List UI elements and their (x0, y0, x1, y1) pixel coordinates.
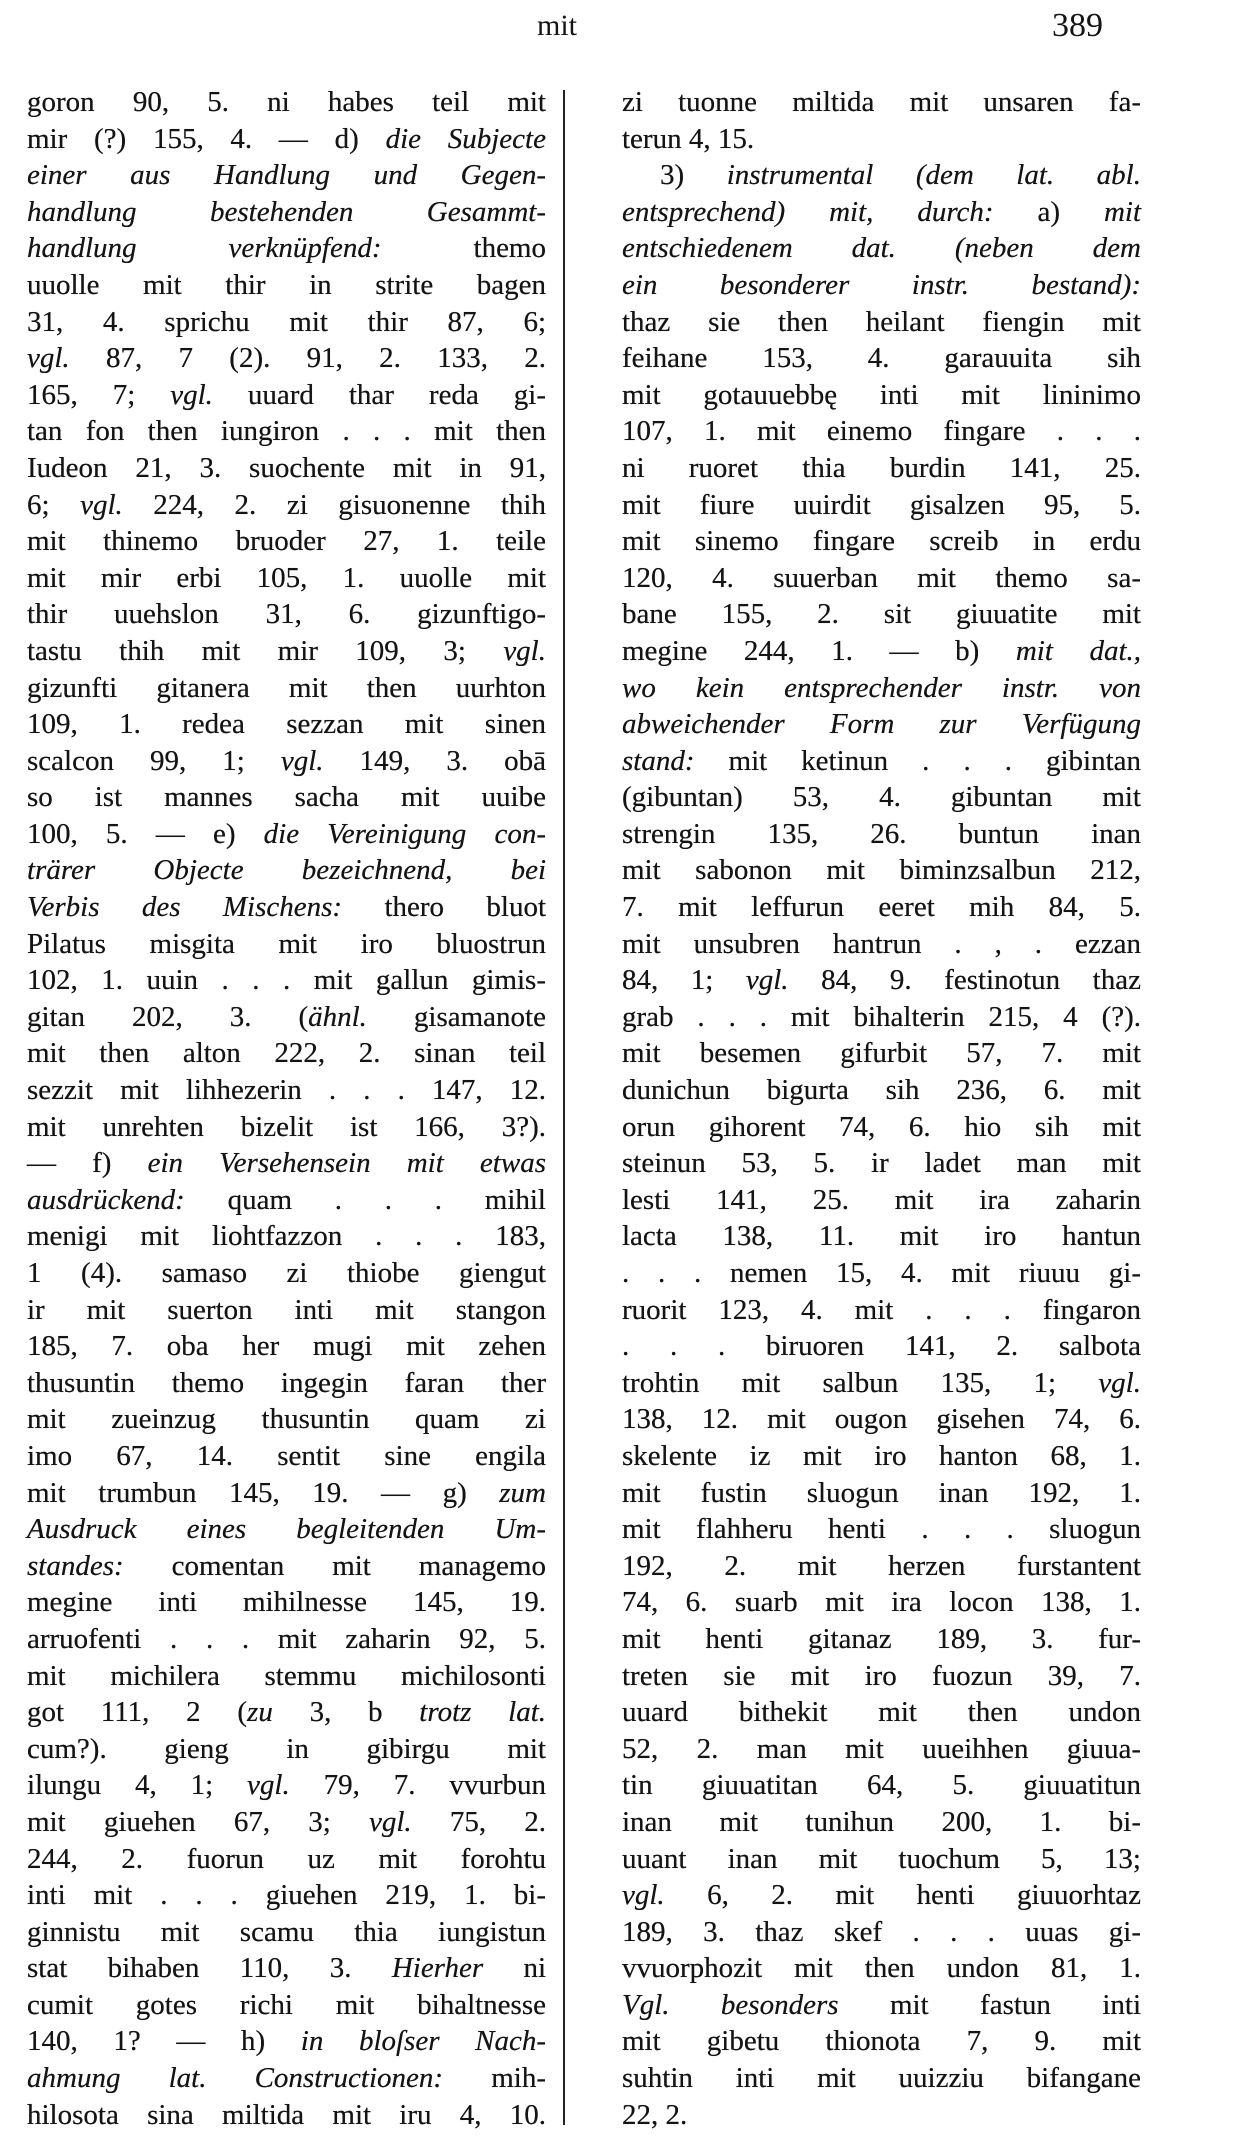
text-segment: vvuorphozit mit then undon 81, 1. (622, 1952, 1141, 1985)
italic-text: vgl. (368, 1805, 412, 1838)
italic-text: vgl. (170, 378, 213, 411)
text-segment: menigi mit liohtfazzon . . . 183, (27, 1220, 546, 1253)
italic-text: in bloſser Nach- (300, 2025, 546, 2058)
text-line (27, 1511, 546, 1548)
left-column (27, 84, 546, 2133)
text-segment: megine 244, 1. — b) (622, 634, 1016, 667)
text-line (27, 157, 546, 194)
italic-text: ahmung lat. Constructionen: (27, 2062, 444, 2095)
page-number: 389 (1052, 7, 1103, 44)
text-segment: stat bihaben 110, 3. (27, 1952, 392, 1985)
italic-text: vgl. (745, 964, 789, 997)
text-line (27, 487, 546, 524)
text-segment: comentan mit managemo (123, 1549, 546, 1582)
text-line (27, 450, 546, 487)
text-line (27, 523, 546, 560)
text-segment: uuant inan mit tuochum 5, 13; (622, 1842, 1141, 1875)
text-segment: 84, 1; (622, 964, 746, 997)
text-segment: cum?). gieng in gibirgu mit (27, 1732, 546, 1765)
italic-text: vgl. (247, 1769, 290, 1802)
text-segment: imo 67, 14. sentit sine engila (27, 1439, 546, 1472)
text-line (27, 1950, 546, 1987)
text-line (27, 560, 546, 597)
text-line (622, 340, 1141, 377)
text-segment: inan mit tunihun 200, 1. bi- (622, 1805, 1141, 1838)
text-segment: lacta 138, 11. mit iro hantun (622, 1220, 1141, 1253)
text-segment: 22, 2. (622, 2098, 688, 2131)
italic-text: ein besonderer instr. bestand): (622, 268, 1141, 301)
text-segment: ir mit suerton inti mit stangon (27, 1293, 546, 1326)
text-segment: mit sabonon mit biminzsalbun 212, (622, 854, 1141, 887)
text-segment: mit thinemo bruoder 27, 1. teile (27, 525, 546, 558)
text-segment: 79, 7. vvurbun (289, 1769, 546, 1802)
text-line (27, 1438, 546, 1475)
text-line (27, 413, 546, 450)
text-line (27, 2023, 546, 2060)
text-segment: 6; (27, 488, 81, 521)
text-line (622, 1877, 1141, 1914)
text-segment: mir (?) 155, 4. — d) (27, 122, 386, 155)
text-line (622, 926, 1141, 963)
text-line (622, 1292, 1141, 1329)
italic-text: Verbis des Mischens: (27, 891, 343, 924)
text-line (27, 706, 546, 743)
text-segment: (gibuntan) 53, 4. gibuntan mit (622, 781, 1141, 814)
italic-text: handlung bestehenden Gesammt- (27, 195, 546, 228)
text-line (27, 1109, 546, 1146)
italic-text: handlung verknüpfend: (27, 232, 382, 265)
text-line (622, 1731, 1141, 1768)
text-line (622, 1365, 1141, 1402)
italic-text: mit (1103, 195, 1141, 228)
text-line (622, 670, 1141, 707)
text-line (622, 1584, 1141, 1621)
text-line (622, 1804, 1141, 1841)
text-line (622, 1328, 1141, 1365)
italic-text: ein Versehensein mit etwas (147, 1147, 546, 1180)
text-segment: Iudeon 21, 3. suochente mit in 91, (27, 451, 546, 484)
italic-text: Hierher (391, 1952, 484, 1985)
text-line (27, 121, 546, 158)
text-line (622, 1511, 1141, 1548)
text-segment: tan fon then iungiron . . . mit then (27, 415, 546, 448)
text-segment: Pilatus misgita mit iro bluostrun (27, 927, 546, 960)
text-line (27, 1072, 546, 1109)
text-segment: 1 (4). samaso zi thiobe giengut (27, 1257, 546, 1289)
text-line (622, 596, 1141, 633)
text-line (27, 779, 546, 816)
text-segment: 224, 2. zi gisuonenne thih (122, 488, 546, 521)
text-line (622, 230, 1141, 267)
italic-text: mit dat., (1015, 634, 1142, 667)
text-segment: mit zueinzug thusuntin quam zi (27, 1403, 546, 1436)
text-line (622, 962, 1141, 999)
text-segment: quam . . . mihil (184, 1183, 546, 1216)
italic-text: abweichender Form zur Verfügung (622, 708, 1141, 741)
text-segment: 165, 7; (27, 378, 171, 411)
text-segment: steinun 53, 5. ir ladet man mit (622, 1147, 1141, 1180)
text-segment: 6, 2. mit henti giuuorhtaz (664, 1879, 1141, 1912)
text-segment: feihane 153, 4. garauuita sih (622, 342, 1141, 375)
text-segment: mit fastun inti (838, 1988, 1142, 2021)
text-line (27, 1621, 546, 1658)
text-segment: bane 155, 2. sit giuuatite mit (622, 598, 1141, 631)
italic-text: vgl. (80, 488, 123, 521)
italic-text: Vgl. besonders (622, 1988, 839, 2021)
running-headword: mit (537, 9, 578, 42)
text-line (27, 267, 546, 304)
text-segment: 120, 4. suuerban mit themo sa- (622, 561, 1141, 594)
text-segment: 192, 2. mit herzen furstantent (622, 1549, 1141, 1582)
text-segment: thaz sie then heilant fiengin mit (622, 305, 1141, 338)
italic-text: trotz lat. (419, 1696, 547, 1729)
text-line (622, 1914, 1141, 1951)
text-line (622, 267, 1141, 304)
text-segment: trohtin mit salbun 135, 1; (622, 1366, 1099, 1399)
text-line (622, 1548, 1141, 1585)
text-segment: mih- (443, 2062, 546, 2095)
italic-text: die Subjecte (385, 122, 546, 155)
text-line (27, 633, 546, 670)
text-line (27, 1218, 546, 1255)
text-line (27, 999, 546, 1036)
text-segment: 107, 1. mit einemo fingare . . . (622, 415, 1141, 448)
text-segment: zi tuonne miltida mit unsaren fa- (622, 86, 1141, 118)
text-line (27, 962, 546, 999)
text-segment: suhtin inti mit uuizziu bifangane (622, 2062, 1141, 2095)
text-segment: 100, 5. — e) (27, 817, 264, 850)
italic-text: vgl. (280, 744, 324, 777)
text-line (622, 2023, 1141, 2060)
text-line (27, 1767, 546, 1804)
text-segment: uuard thar reda gi- (212, 378, 546, 411)
italic-text: zu (247, 1696, 273, 1729)
text-line (27, 596, 546, 633)
text-segment: 138, 12. mit ougon gisehen 74, 6. (622, 1403, 1141, 1436)
text-segment: mit henti gitanaz 189, 3. fur- (622, 1622, 1141, 1655)
text-segment: mit fustin sluogun inan 192, 1. (622, 1476, 1141, 1509)
text-line (27, 1255, 546, 1292)
text-segment: mit gotauuebbę inti mit lininimo (622, 378, 1141, 411)
text-line (622, 2060, 1141, 2097)
text-line (27, 1401, 546, 1438)
text-segment: gisamanote (366, 1000, 546, 1033)
text-segment: tin giuuatitan 64, 5. giuuatitun (622, 1769, 1141, 1802)
italic-text: vgl. (27, 342, 70, 375)
text-line (622, 560, 1141, 597)
text-segment: hilosota sina miltida mit iru 4, 10. (27, 2098, 546, 2131)
text-segment: arruofenti . . . mit zaharin 92, 5. (27, 1622, 546, 1655)
text-line (622, 2097, 1141, 2134)
italic-text: ähnl. (308, 1000, 367, 1033)
text-line (622, 743, 1141, 780)
text-line (622, 1182, 1141, 1219)
text-line (622, 84, 1141, 121)
text-line (622, 1767, 1141, 1804)
text-segment: gitan 202, 3. ( (27, 1000, 309, 1033)
text-segment: mit unrehten bizelit ist 166, 3?). (27, 1110, 546, 1143)
text-line (27, 1841, 546, 1878)
text-segment: orun gihorent 74, 6. hio sih mit (622, 1110, 1141, 1143)
italic-text: wo kein entsprechender instr. von (622, 671, 1141, 704)
text-segment: 109, 1. redea sezzan mit sinen (27, 708, 546, 741)
text-segment: treten sie mit iro fuozun 39, 7. (622, 1659, 1141, 1692)
text-line (27, 1658, 546, 1695)
text-line (622, 413, 1141, 450)
text-line (27, 1292, 546, 1329)
text-line (622, 1145, 1141, 1182)
text-segment: 149, 3. obā (323, 744, 547, 777)
text-segment: dunichun bigurta sih 236, 6. mit (622, 1074, 1141, 1107)
text-line (622, 1072, 1141, 1109)
text-line (27, 1548, 546, 1585)
text-segment: themo (381, 232, 546, 265)
text-line (27, 743, 546, 780)
text-line (622, 523, 1141, 560)
text-line (622, 194, 1141, 231)
text-segment: ilungu 4, 1; (27, 1769, 248, 1802)
italic-text: standes: (27, 1549, 124, 1582)
text-segment: 87, 7 (2). 91, 2. 133, 2. (69, 342, 546, 375)
text-segment: mit gibetu thionota 7, 9. mit (622, 2025, 1141, 2058)
text-line (27, 1584, 546, 1621)
text-segment: goron 90, 5. ni habes teil mit (27, 86, 546, 118)
text-segment: 189, 3. thaz skef . . . uuas gi- (622, 1915, 1141, 1948)
italic-text: Ausdruck eines begleitenden Um- (27, 1513, 546, 1546)
text-line (622, 1950, 1141, 1987)
text-line (27, 670, 546, 707)
text-segment: 244, 2. fuorun uz mit forohtu (27, 1842, 546, 1875)
text-line (622, 377, 1141, 414)
text-line (27, 852, 546, 889)
text-segment: mit giuehen 67, 3; (27, 1805, 369, 1838)
text-line (27, 1145, 546, 1182)
text-segment: uuolle mit thir in strite bagen (27, 268, 546, 301)
text-line (27, 2097, 546, 2134)
text-line (622, 1658, 1141, 1695)
italic-text: vgl. (1098, 1366, 1141, 1399)
text-segment: ni (483, 1952, 546, 1985)
text-segment: strengin 135, 26. buntun inan (622, 817, 1141, 850)
text-segment: 31, 4. sprichu mit thir 87, 6; (27, 305, 546, 338)
text-segment: mit sinemo fingare screib in erdu (622, 525, 1141, 558)
text-segment: mit fiure uuirdit gisalzen 95, 5. (622, 488, 1141, 521)
text-line (27, 84, 546, 121)
text-line (622, 1109, 1141, 1146)
text-line (622, 779, 1141, 816)
text-line (622, 304, 1141, 341)
italic-text: vgl. (503, 634, 546, 667)
text-line (622, 633, 1141, 670)
italic-text: vgl. (622, 1879, 665, 1912)
text-segment: 3) (660, 159, 727, 192)
text-segment: 75, 2. (411, 1805, 546, 1838)
text-line (27, 1987, 546, 2024)
text-line (27, 1877, 546, 1914)
text-line (622, 487, 1141, 524)
text-segment: thusuntin themo ingegin faran ther (27, 1366, 546, 1399)
text-segment: 84, 9. festinotun thaz (788, 964, 1141, 997)
text-segment: ginnistu mit scamu thia iungistun (27, 1915, 546, 1948)
text-line (27, 1328, 546, 1365)
text-line (622, 1035, 1141, 1072)
text-line (622, 816, 1141, 853)
right-column (622, 84, 1141, 2133)
italic-text: die Vereinigung con- (263, 817, 546, 850)
text-segment: so ist mannes sacha mit uuibe (27, 781, 546, 814)
text-segment: 185, 7. oba her mugi mit zehen (27, 1330, 546, 1363)
italic-text: zum (499, 1476, 546, 1509)
text-line (622, 1401, 1141, 1438)
text-segment: 74, 6. suarb mit ira locon 138, 1. (622, 1586, 1141, 1619)
text-line (27, 230, 546, 267)
text-line (622, 1694, 1141, 1731)
italic-text: stand: (622, 744, 695, 777)
text-segment: gizunfti gitanera mit then uurhton (27, 671, 546, 704)
text-line (27, 1804, 546, 1841)
text-line (622, 450, 1141, 487)
text-line (27, 1694, 546, 1731)
text-segment: grab . . . mit bihalterin 215, 4 (?). (622, 1000, 1141, 1033)
text-line (27, 926, 546, 963)
italic-text: instrumental (dem lat. abl. (726, 159, 1141, 192)
text-segment: terun 4, 15. (622, 122, 755, 155)
text-line (622, 1475, 1141, 1512)
text-line (27, 1035, 546, 1072)
text-segment: uuard bithekit mit then undon (622, 1696, 1141, 1729)
text-segment: 3, b (272, 1696, 420, 1729)
italic-text: trärer Objecte bezeichnend, bei (27, 854, 546, 887)
text-segment: . . . biruoren 141, 2. salbota (622, 1330, 1141, 1363)
italic-text: entsprechend) mit, durch: (622, 195, 994, 228)
text-segment: mit then alton 222, 2. sinan teil (27, 1037, 546, 1070)
text-segment: ni ruoret thia burdin 141, 25. (622, 451, 1141, 484)
italic-text: einer aus Handlung und Gegen- (27, 159, 546, 192)
text-line (622, 999, 1141, 1036)
text-segment: megine inti mihilnesse 145, 19. (27, 1586, 546, 1619)
column-divider (563, 90, 565, 2125)
text-segment: skelente iz mit iro hanton 68, 1. (622, 1439, 1141, 1472)
text-segment: 102, 1. uuin . . . mit gallun gimis- (27, 964, 546, 997)
text-line (622, 852, 1141, 889)
text-segment: tastu thih mit mir 109, 3; (27, 634, 504, 667)
text-segment: thir uuehslon 31, 6. gizunftigo- (27, 598, 546, 631)
italic-text: ausdrückend: (27, 1183, 185, 1216)
text-line (27, 2060, 546, 2097)
text-line (27, 1365, 546, 1402)
text-line (622, 1841, 1141, 1878)
text-segment: scalcon 99, 1; (27, 744, 281, 777)
text-segment: 7. mit leffurun eeret mih 84, 5. (622, 891, 1141, 924)
text-line (27, 816, 546, 853)
text-segment: 52, 2. man mit uueihhen giuua- (622, 1732, 1141, 1765)
text-segment: mit flahheru henti . . . sluogun (622, 1513, 1141, 1546)
italic-text: entschiedenem dat. (neben dem (622, 232, 1141, 265)
text-segment: mit michilera stemmu michilosonti (27, 1659, 546, 1692)
text-segment: — f) (27, 1147, 148, 1180)
text-segment: mit ketinun . . . gibintan (694, 744, 1141, 777)
text-line (622, 157, 1141, 194)
text-line (27, 194, 546, 231)
text-segment: cumit gotes richi mit bihaltnesse (27, 1988, 546, 2021)
text-segment: a) (993, 195, 1104, 228)
text-line (622, 1255, 1141, 1292)
text-segment: 140, 1? — h) (27, 2025, 301, 2058)
text-line (27, 377, 546, 414)
text-segment: got 111, 2 ( (27, 1696, 248, 1729)
text-line (622, 706, 1141, 743)
text-line (622, 1987, 1141, 2024)
text-segment: . . . nemen 15, 4. mit riuuu gi- (622, 1257, 1141, 1289)
text-line (622, 1438, 1141, 1475)
text-line (27, 340, 546, 377)
text-line (27, 1914, 546, 1951)
text-segment: lesti 141, 25. mit ira zaharin (622, 1183, 1141, 1216)
text-line (27, 1731, 546, 1768)
text-segment: mit trumbun 145, 19. — g) (27, 1476, 500, 1509)
text-segment: ruorit 123, 4. mit . . . fingaron (622, 1293, 1141, 1326)
text-line (622, 121, 1141, 158)
text-line (622, 889, 1141, 926)
text-segment: mit besemen gifurbit 57, 7. mit (622, 1037, 1141, 1070)
text-segment: mit mir erbi 105, 1. uuolle mit (27, 561, 546, 594)
text-line (622, 1218, 1141, 1255)
text-segment: inti mit . . . giuehen 219, 1. bi- (27, 1879, 546, 1912)
text-line (622, 1621, 1141, 1658)
text-line (27, 1182, 546, 1219)
text-segment: mit unsubren hantrun . , . ezzan (622, 927, 1141, 960)
text-line (27, 1475, 546, 1512)
text-segment: sezzit mit lihhezerin . . . 147, 12. (27, 1074, 546, 1107)
text-segment: thero bluot (342, 891, 547, 924)
text-line (27, 889, 546, 926)
text-line (27, 304, 546, 341)
